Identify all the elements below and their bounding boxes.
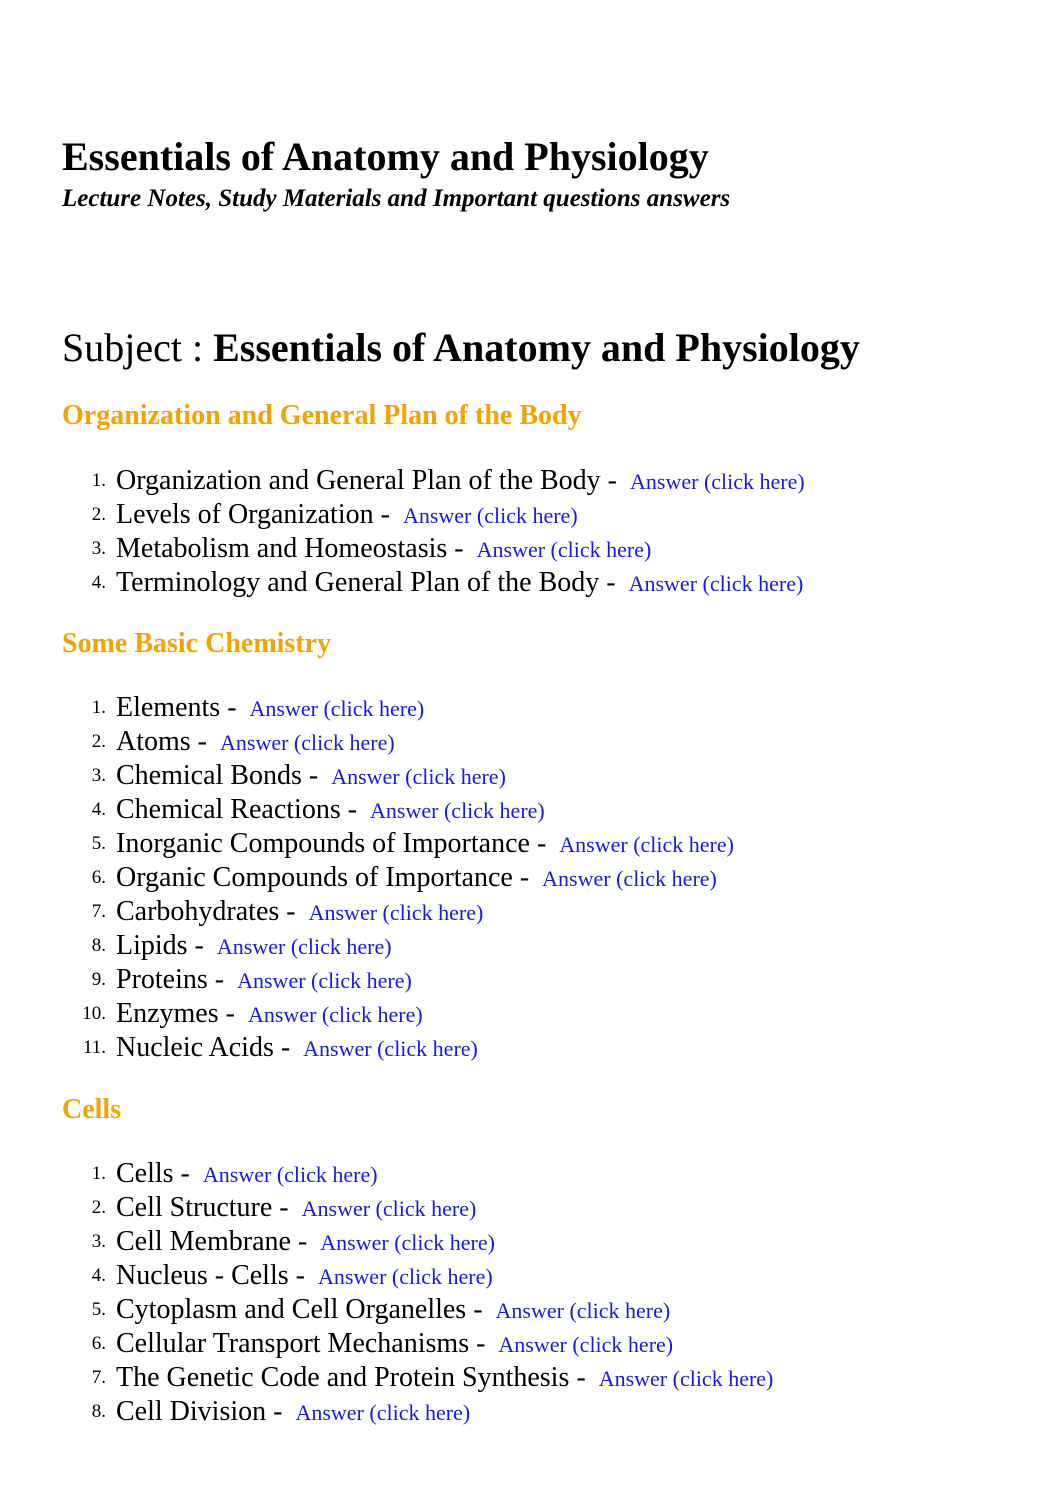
list-item [62,1361,773,1395]
answer-link[interactable]: Answer (click here) [495,1298,671,1323]
list-item [62,1293,773,1327]
answer-link[interactable]: Answer (click here) [317,1264,493,1289]
item-number: 3. [91,765,106,786]
list-item [62,691,734,725]
answer-link[interactable]: Answer (click here) [237,968,412,993]
answer-link[interactable]: Answer (click here) [308,900,484,925]
answer-link[interactable]: Answer (click here) [295,1400,471,1425]
item-number: 10. [82,1003,106,1024]
topic-name: Organic Compounds of Importance - [116,862,537,893]
topic-name: Carbohydrates - [116,896,303,927]
topic-name: Metabolism and Homeostasis - [116,533,471,564]
item-number: 6. [91,1333,106,1354]
list-item [62,498,805,532]
item-number: 5. [91,1299,106,1320]
topic-name: Chemical Bonds - [116,760,326,791]
section-title: Some Basic Chemistry [62,628,332,659]
list-item [62,1327,773,1361]
item-number: 2. [91,1197,106,1218]
item-number: 7. [91,1367,106,1388]
answer-link[interactable]: Answer (click here) [559,832,734,857]
topic-name: Cells - [116,1158,197,1189]
list-item [62,997,734,1031]
topic-name: Nucleus - Cells - [116,1260,312,1291]
list-item [62,1031,734,1065]
document-title: Essentials of Anatomy and Physiology [62,134,709,179]
section-organization [62,396,1022,598]
item-number: 4. [91,799,106,820]
item-number: 7. [91,901,106,922]
answer-link[interactable]: Answer (click here) [303,1036,478,1061]
answer-link[interactable]: Answer (click here) [220,730,395,755]
topic-name: Organization and General Plan of the Body - [116,465,625,496]
answer-link[interactable]: Answer (click here) [628,571,804,596]
list-item [62,532,805,566]
topic-name: Inorganic Compounds of Importance - [116,828,554,859]
list-item [62,725,734,759]
item-number: 2. [91,504,106,525]
section-cells [62,1090,1022,1427]
section-basic-chemistry [62,624,1022,1063]
list-item [62,1157,773,1191]
item-number: 2. [91,731,106,752]
topic-list [62,1157,773,1429]
answer-link[interactable]: Answer (click here) [247,1002,423,1027]
item-number: 4. [91,1265,106,1286]
subject-prefix: Subject : [62,325,214,370]
list-item [62,1191,773,1225]
section-title: Organization and General Plan of the Body [62,400,582,431]
answer-link[interactable]: Answer (click here) [216,934,392,959]
item-number: 8. [91,1401,106,1422]
list-item [62,1395,773,1429]
answer-link[interactable]: Answer (click here) [542,866,717,891]
list-item [62,793,734,827]
topic-name: Atoms - [116,726,214,757]
item-number: 6. [91,867,106,888]
topic-name: Elements - [116,692,244,723]
item-number: 9. [91,969,106,990]
topic-name: Cell Structure - [116,1192,296,1223]
list-item [62,1225,773,1259]
topic-name: Proteins - [116,964,232,995]
topic-name: Cell Division - [116,1396,290,1427]
subject-name: Essentials of Anatomy and Physiology [213,325,860,370]
answer-link[interactable]: Answer (click here) [476,537,652,562]
answer-link[interactable]: Answer (click here) [498,1332,674,1357]
list-item [62,759,734,793]
item-number: 1. [91,1163,106,1184]
answer-link[interactable]: Answer (click here) [402,503,578,528]
item-number: 4. [91,572,106,593]
subject-heading [62,322,860,374]
answer-link[interactable]: Answer (click here) [598,1366,774,1391]
topic-name: Levels of Organization - [116,499,397,530]
answer-link[interactable]: Answer (click here) [320,1230,495,1255]
topic-name: Terminology and General Plan of the Body - [116,567,623,598]
topic-name: Nucleic Acids - [116,1032,298,1063]
item-number: 5. [91,833,106,854]
topic-name: Enzymes - [116,998,242,1029]
answer-link[interactable]: Answer (click here) [249,696,425,721]
item-number: 8. [91,935,106,956]
document-subtitle: Lecture Notes, Study Materials and Important questions answers [62,185,731,212]
topic-name: Cell Membrane - [116,1226,315,1257]
list-item [62,827,734,861]
list-item [62,1259,773,1293]
list-item [62,566,805,600]
item-number: 3. [91,538,106,559]
topic-name: Cytoplasm and Cell Organelles - [116,1294,490,1325]
list-item [62,861,734,895]
item-number: 1. [91,470,106,491]
list-item [62,929,734,963]
section-title: Cells [62,1094,122,1125]
list-item [62,963,734,997]
list-item [62,895,734,929]
topic-name: Chemical Reactions - [116,794,365,825]
topic-name: The Genetic Code and Protein Synthesis - [116,1362,593,1393]
topic-list [62,464,805,600]
list-item [62,464,805,498]
answer-link[interactable]: Answer (click here) [301,1196,477,1221]
answer-link[interactable]: Answer (click here) [370,798,545,823]
topic-name: Lipids - [116,930,211,961]
item-number: 1. [91,697,106,718]
item-number: 3. [91,1231,106,1252]
topic-list [62,691,734,1065]
answer-link[interactable]: Answer (click here) [331,764,506,789]
topic-name: Cellular Transport Mechanisms - [116,1328,493,1359]
item-number: 11. [82,1037,106,1058]
answer-link[interactable]: Answer (click here) [202,1162,378,1187]
answer-link[interactable]: Answer (click here) [630,469,805,494]
